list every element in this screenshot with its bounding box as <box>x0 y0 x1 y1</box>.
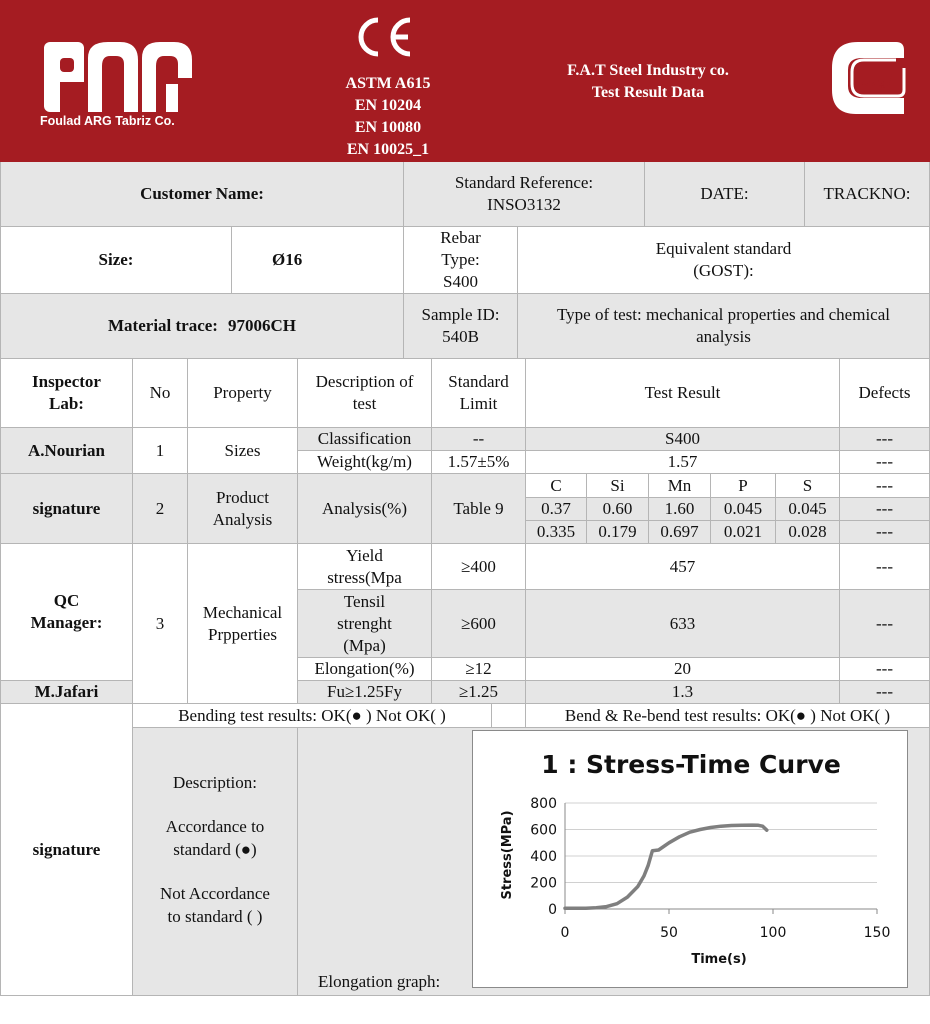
description-label: Description: <box>172 773 258 792</box>
rebar-type-label-1: Rebar <box>440 228 481 247</box>
standards-list <box>318 73 458 161</box>
standard-en-10204: EN 10204 <box>354 97 422 114</box>
header-inspector-line-1: Inspector <box>32 372 101 391</box>
analysis-property-line-2: Analysis <box>212 509 273 529</box>
inspector-name: A.Nourian <box>0 428 133 474</box>
header-limit-line-2: Limit <box>459 394 498 413</box>
x-axis-label: Time(s) <box>691 952 747 967</box>
standard-en-10080: EN 10080 <box>354 119 422 136</box>
classification-defects: --- <box>840 428 930 451</box>
stress-series-line <box>565 825 767 908</box>
inspector-signature: signature <box>0 474 133 544</box>
limits-defects: --- <box>840 498 930 521</box>
yield-limit: ≥400 <box>432 544 526 590</box>
weight-limit: 1.57±5% <box>432 451 526 474</box>
header-description-line-2: test <box>352 394 377 413</box>
result-mn: 0.697 <box>649 521 711 544</box>
x-tick-label: 100 <box>759 925 787 941</box>
rebar-type-value: S400 <box>443 272 478 291</box>
bending-spacer <box>492 704 526 728</box>
elements-defects: --- <box>840 474 930 498</box>
y-tick-label: 400 <box>530 849 557 865</box>
test-type <box>518 294 930 359</box>
limit-p: 0.045 <box>711 498 776 521</box>
y-axis-label: Stress(MPa) <box>500 810 515 900</box>
element-c: C <box>526 474 587 498</box>
weight-label: Weight(kg/m) <box>298 451 432 474</box>
y-tick-label: 200 <box>530 875 557 892</box>
not-accordance-line-2: to standard ( ) <box>167 907 263 926</box>
ratio-label: Fu≥1.25Fy <box>298 681 432 704</box>
company-name: F.A.T Steel Industry co. <box>567 62 729 79</box>
sample-id-value: 540B <box>442 327 479 346</box>
standard-reference <box>404 162 645 227</box>
elongation-limit: ≥12 <box>432 658 526 681</box>
header-property: Property <box>188 359 298 428</box>
standard-reference-value: INSO3132 <box>487 195 561 214</box>
result-s: 0.028 <box>776 521 840 544</box>
material-trace <box>0 294 404 359</box>
y-tick-label: 0 <box>548 902 557 918</box>
tensile-label-line-2: strenght <box>337 613 392 633</box>
test-type-line-1: Type of test: mechanical properties and chemical <box>556 305 890 324</box>
rebar-type-label-2: Type: <box>441 250 480 269</box>
document-title: Test Result Data <box>591 84 705 101</box>
elongation-graph-label: Elongation graph: <box>318 972 441 991</box>
classification-limit: -- <box>432 428 526 451</box>
final-signature: signature <box>0 704 133 996</box>
result-p: 0.021 <box>711 521 776 544</box>
tensile-defects: --- <box>840 590 930 658</box>
chart-svg <box>473 731 907 987</box>
ratio-limit: ≥1.25 <box>432 681 526 704</box>
svg-text:ایسی: ایسی <box>853 72 891 89</box>
limit-s: 0.045 <box>776 498 840 521</box>
material-trace-label: Material trace: <box>108 316 218 335</box>
yield-label-line-1: Yield <box>346 545 383 565</box>
limit-c: 0.37 <box>526 498 587 521</box>
header-inspector-line-2: Lab: <box>49 394 84 413</box>
manager-name: M.Jafari <box>0 681 133 704</box>
rebar-type <box>404 227 518 294</box>
header-description-line-1: Description of <box>315 372 414 391</box>
mech-no: 3 <box>133 544 188 704</box>
header-limit-line-1: Standard <box>448 372 509 391</box>
yield-label <box>298 544 432 590</box>
y-tick-label: 600 <box>530 822 557 839</box>
limit-si: 0.60 <box>587 498 649 521</box>
header-test-result: Test Result <box>526 359 840 428</box>
not-accordance-line-1: Not Accordance <box>160 884 270 903</box>
tensile-result: 633 <box>526 590 840 658</box>
mech-property-line-2: Prpperties <box>208 624 277 644</box>
mech-property <box>188 544 298 704</box>
standard-en-10025: EN 10025_1 <box>346 141 430 158</box>
yield-defects: --- <box>840 544 930 590</box>
accordance-line-2: standard (●) <box>173 840 257 859</box>
qc-manager-line-2: Manager: <box>30 613 103 632</box>
standard-reference-label: Standard Reference: <box>454 173 594 192</box>
elongation-defects: --- <box>840 658 930 681</box>
equivalent-standard <box>518 227 930 294</box>
weight-result: 1.57 <box>526 451 840 474</box>
stress-time-chart <box>472 730 908 988</box>
qc-manager-label <box>0 544 133 681</box>
qc-manager-line-1: QC <box>53 591 80 610</box>
element-s: S <box>776 474 840 498</box>
fat-logo-icon <box>42 38 194 116</box>
result-c: 0.335 <box>526 521 587 544</box>
ratio-defects: --- <box>840 681 930 704</box>
element-mn: Mn <box>649 474 711 498</box>
sizes-property: Sizes <box>188 428 298 474</box>
size-value: Ø16 <box>232 227 404 294</box>
weight-defects: --- <box>840 451 930 474</box>
element-si: Si <box>587 474 649 498</box>
elongation-result: 20 <box>526 658 840 681</box>
tensile-label-line-3: (Mpa) <box>343 635 386 655</box>
description-box <box>140 772 290 930</box>
tensile-label-line-1: Tensil <box>343 591 386 611</box>
accordance-line-1: Accordance to <box>165 817 265 836</box>
limit-mn: 1.60 <box>649 498 711 521</box>
tensile-limit: ≥600 <box>432 590 526 658</box>
analysis-no: 2 <box>133 474 188 544</box>
trackno-label: TRACKNO: <box>805 162 930 227</box>
sample-id <box>404 294 518 359</box>
header-standard-limit <box>432 359 526 428</box>
mech-property-line-1: Mechanical <box>202 602 283 622</box>
bending-result: Bending test results: OK(● ) Not OK( ) <box>133 704 492 728</box>
elongation-label: Elongation(%) <box>298 658 432 681</box>
report-header <box>0 0 930 162</box>
tensile-label <box>298 590 432 658</box>
yield-result: 457 <box>526 544 840 590</box>
test-type-line-2: analysis <box>696 327 751 346</box>
ce-mark-icon <box>352 14 416 60</box>
analysis-label: Analysis(%) <box>298 474 432 544</box>
y-tick-label: 800 <box>530 796 557 812</box>
logo-subtitle: Foulad ARG Tabriz Co. <box>40 114 175 128</box>
ratio-result: 1.3 <box>526 681 840 704</box>
sample-id-label: Sample ID: <box>421 305 500 324</box>
chart-title: 1 : Stress-Time Curve <box>541 750 841 779</box>
customer-name-label: Customer Name: <box>0 162 404 227</box>
standard-astm: ASTM A615 <box>345 75 431 92</box>
x-tick-label: 150 <box>863 925 891 941</box>
header-inspector-lab <box>0 359 133 428</box>
header-no: No <box>133 359 188 428</box>
date-label: DATE: <box>645 162 805 227</box>
size-label: Size: <box>0 227 232 294</box>
results-defects: --- <box>840 521 930 544</box>
x-tick-label: 50 <box>660 925 678 941</box>
analysis-property-line-1: Product <box>216 487 269 507</box>
sizes-no: 1 <box>133 428 188 474</box>
yield-label-line-2: stress(Mpa <box>327 567 402 587</box>
element-p: P <box>711 474 776 498</box>
analysis-limit: Table 9 <box>432 474 526 544</box>
rebend-result: Bend & Re-bend test results: OK(● ) Not OK( ) <box>526 704 930 728</box>
header-description <box>298 359 432 428</box>
equivalent-standard-label-2: (GOST): <box>693 261 754 280</box>
x-tick-label: 0 <box>560 925 570 941</box>
classification-result: S400 <box>526 428 840 451</box>
header-defects: Defects <box>840 359 930 428</box>
result-si: 0.179 <box>587 521 649 544</box>
equivalent-standard-label-1: Equivalent standard <box>655 239 792 258</box>
company-title <box>528 60 768 104</box>
isiri-logo-icon <box>826 38 910 118</box>
analysis-property <box>188 474 298 544</box>
material-trace-value: 97006CH <box>227 316 296 335</box>
classification-label: Classification <box>298 428 432 451</box>
